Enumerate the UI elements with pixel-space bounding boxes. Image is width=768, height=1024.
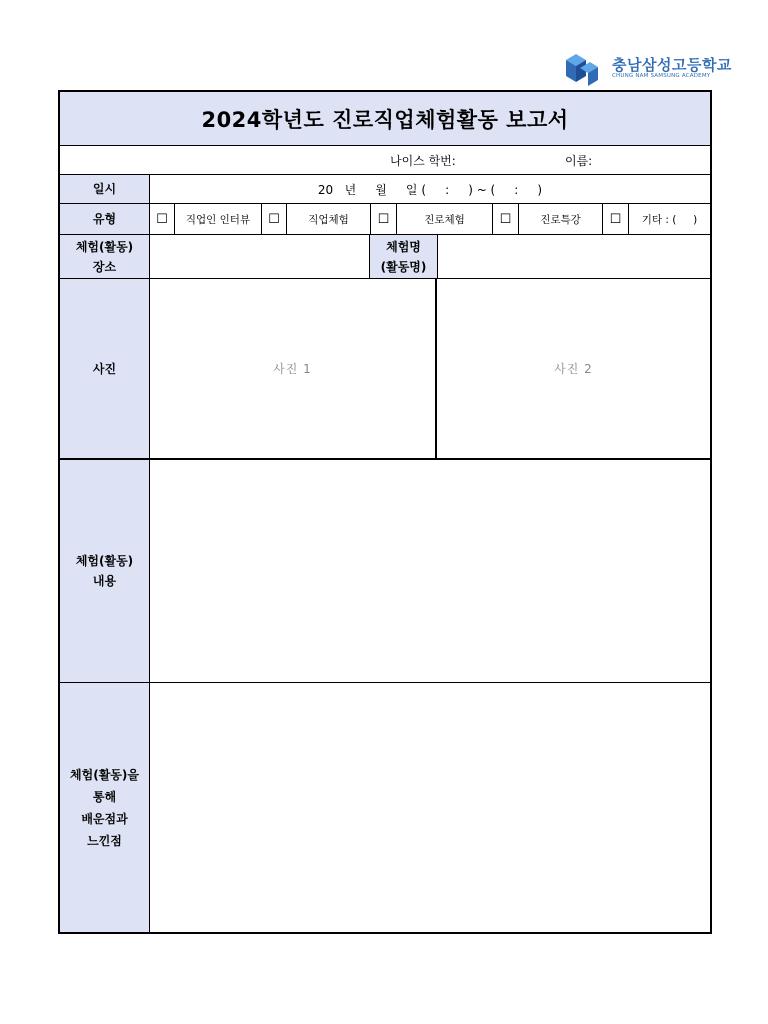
reflection-row: [60, 683, 710, 932]
place-field[interactable]: [150, 235, 370, 278]
type-label: 유형: [60, 204, 150, 234]
place-label: [60, 235, 150, 278]
reflection-label-line3: 배운점과: [81, 811, 128, 826]
school-name: 충남삼성고등학교: [612, 56, 732, 74]
content-field[interactable]: [150, 460, 710, 682]
photo-1-box[interactable]: 사진 1: [150, 279, 437, 458]
place-row: [60, 235, 710, 279]
school-logo-icon: [562, 50, 602, 90]
option-career-lecture: 진로특강: [519, 204, 603, 234]
student-name-field[interactable]: 이름:: [565, 153, 593, 168]
checkbox-job-experience[interactable]: ☐: [262, 204, 287, 234]
option-interview: 직업인 인터뷰: [175, 204, 262, 234]
checkbox-career-experience[interactable]: ☐: [371, 204, 397, 234]
checkbox-interview[interactable]: ☐: [150, 204, 175, 234]
checkbox-career-lecture[interactable]: ☐: [493, 204, 519, 234]
photo-row: [60, 279, 710, 460]
reflection-label: [60, 683, 150, 932]
school-name-english: CHUNG NAM SAMSUNG ACADEMY: [612, 73, 711, 79]
option-other[interactable]: 기타 : ( ): [641, 213, 698, 226]
checkbox-other[interactable]: ☐: [603, 204, 629, 234]
neis-id-field[interactable]: 나이스 학번:: [390, 153, 456, 168]
date-field[interactable]: 20 년 월 일 ( : ) ~ ( : ): [317, 182, 543, 197]
page-title: 2024학년도 진로직업체험활동 보고서: [60, 92, 710, 145]
content-label-line2: 내용: [92, 574, 117, 588]
activity-name-label-line1: 체험명: [386, 239, 421, 254]
school-logo: [562, 50, 732, 90]
content-row: [60, 460, 710, 683]
report-form: [58, 90, 712, 934]
title-row: [60, 92, 710, 146]
reflection-label-line2: 통해: [92, 789, 117, 804]
content-label-line1: 체험(활동): [75, 554, 134, 568]
option-career-experience: 진로체험: [397, 204, 493, 234]
option-job-experience: 직업체험: [287, 204, 371, 234]
activity-name-label-line2: (활동명): [380, 259, 427, 274]
type-row: [60, 204, 710, 235]
reflection-field[interactable]: [150, 683, 710, 932]
date-label: 일시: [60, 175, 150, 203]
reflection-label-line1: 체험(활동)을: [70, 767, 139, 782]
date-row: [60, 175, 710, 204]
content-label: [60, 460, 150, 682]
activity-name-field[interactable]: [438, 235, 710, 278]
photo-2-box[interactable]: 사진 2: [554, 362, 593, 376]
photo-label: 사진: [60, 279, 150, 458]
place-label-line2: 장소: [92, 259, 117, 274]
place-label-line1: 체험(활동): [75, 239, 134, 254]
activity-name-label: [370, 235, 438, 278]
reflection-label-line4: 느낀점: [87, 833, 122, 848]
student-info-row: [60, 146, 710, 175]
